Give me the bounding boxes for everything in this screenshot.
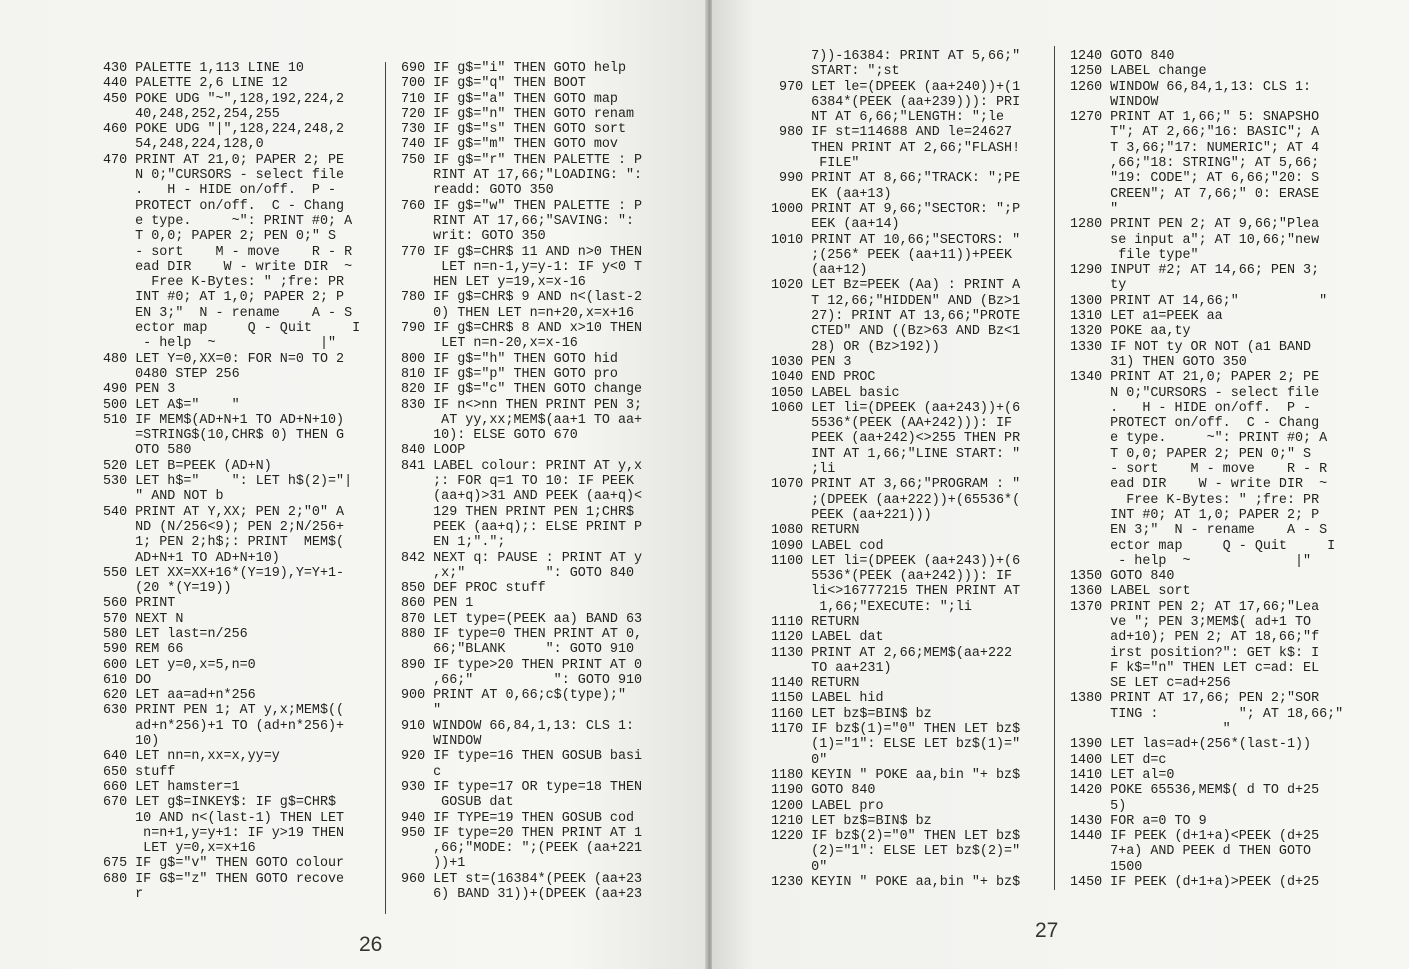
code-line: CTED" AND ((Bz>63 AND Bz<1 — [771, 324, 1021, 340]
code-line: PEEK (aa+221))) — [771, 507, 932, 523]
code-line: 6384*(PEEK (aa+239))): PRI — [771, 94, 1021, 110]
page-number: 26 — [359, 933, 383, 956]
code-line: 650 stuff — [103, 764, 176, 780]
code-line: 970 LET le=(DPEEK (aa+240))+(1 — [771, 79, 1021, 95]
code-line: 690 IF g$="i" THEN GOTO help — [401, 61, 626, 76]
code-line: 10) — [103, 734, 160, 750]
code-line: 1120 LABEL dat — [771, 630, 884, 646]
code-line: GOSUB dat — [401, 795, 514, 811]
code-line: PEEK (aa+q);: ELSE PRINT P — [401, 519, 643, 535]
code-line: (20 *(Y=19)) — [103, 581, 232, 597]
code-line: 460 POKE UDG "|",128,224,248,2 — [103, 122, 345, 138]
code-line: T 3,66;"17: NUMERIC"; AT 4 — [1070, 140, 1320, 156]
code-line: 600 LET y=0,x=5,n=0 — [103, 657, 256, 673]
code-line: 590 REM 66 — [103, 642, 184, 658]
code-line: TO aa+231) — [771, 660, 892, 676]
code-line: 510 IF MEM$(AD+N+1 TO AD+N+10) — [103, 412, 345, 428]
code-line: LET y=0,x=x+16 — [103, 841, 256, 857]
code-line: INT #0; AT 1,0; PAPER 2; P — [1070, 507, 1320, 523]
right-page-code-column-1 — [771, 49, 1020, 890]
code-line: 1270 PRINT AT 1,66;" 5: SNAPSHO — [1070, 110, 1320, 126]
code-line: 1500 — [1070, 859, 1143, 875]
code-line: 680 IF G$="z" THEN GOTO recove — [103, 871, 345, 887]
left-page-code-column-2 — [401, 61, 642, 902]
code-line: 1150 LABEL hid — [771, 691, 884, 707]
code-line: 790 IF g$=CHR$ 8 AND x>10 THEN — [401, 321, 643, 337]
column-divider — [1054, 46, 1055, 890]
code-line: INT AT 1,66;"LINE START: " — [771, 446, 1021, 462]
code-line: 810 IF g$="p" THEN GOTO pro — [401, 366, 618, 382]
code-line: 54,248,224,128,0 — [103, 137, 264, 153]
code-line: 1090 LABEL cod — [771, 538, 884, 554]
code-line: CREEN"; AT 7,66;" 0: ERASE — [1070, 186, 1320, 202]
code-line: 620 LET aa=ad+n*256 — [103, 688, 256, 704]
code-line: 990 PRINT AT 8,66;"TRACK: ";PE — [771, 171, 1021, 187]
code-line: 6) BAND 31))+(DPEEK (aa+23 — [401, 887, 643, 903]
code-line: 940 IF TYPE=19 THEN GOSUB cod — [401, 810, 635, 826]
code-line: 0480 STEP 256 — [103, 366, 240, 382]
code-line: 1440 IF PEEK (d+1+a)<PEEK (d+25 — [1070, 829, 1320, 845]
code-line: 540 PRINT AT Y,XX; PEN 2;"0" A — [103, 504, 345, 520]
code-line: ;(DPEEK (aa+222))+(65536*( — [771, 492, 1021, 508]
code-line: ve "; PEN 3;MEM$( ad+1 TO — [1070, 614, 1312, 630]
code-line: 1,66;"EXECUTE: ";li — [771, 599, 972, 615]
code-line: 560 PRINT — [103, 596, 176, 612]
code-line: AT yy,xx;MEM$(aa+1 TO aa+ — [401, 412, 643, 428]
code-line: 0" — [771, 752, 828, 768]
code-line: 580 LET last=n/256 — [103, 626, 248, 642]
code-line: EN 3;" N - rename A - S — [1070, 523, 1328, 539]
code-line: 870 LET type=(PEEK aa) BAND 63 — [401, 611, 643, 627]
code-line: e type. ~": PRINT #0; A — [103, 213, 353, 229]
code-line: ty — [1070, 278, 1127, 294]
code-line: 841 LABEL colour: PRINT AT y,x — [401, 458, 643, 474]
code-line: FILE" — [771, 156, 860, 172]
code-line: LET n=n-20,x=x-16 — [401, 336, 578, 352]
page-number: 27 — [1035, 919, 1059, 942]
code-line: (aa+q)>31 AND PEEK (aa+q)< — [401, 489, 643, 505]
code-line: 10 AND n<(last-1) THEN LET — [103, 810, 345, 826]
code-line: WINDOW — [1070, 94, 1159, 110]
code-line: 1170 IF bz$(1)="0" THEN LET bz$ — [771, 722, 1021, 738]
code-line: 1400 LET d=c — [1070, 752, 1167, 768]
code-line: WINDOW — [401, 734, 482, 750]
code-line: 5536*(PEEK (AA+242))): IF — [771, 416, 1013, 432]
left-page-code-column-1 — [103, 61, 360, 902]
code-line: 800 IF g$="h" THEN GOTO hid — [401, 351, 618, 367]
code-line: 1300 PRINT AT 14,66;" " — [1070, 293, 1328, 309]
code-line: " — [401, 703, 442, 719]
code-line: readd: GOTO 350 — [401, 183, 554, 199]
code-line: Free K-Bytes: " ;fre: PR — [103, 275, 345, 291]
code-line: T"; AT 2,66;"16: BASIC"; A — [1070, 125, 1320, 141]
code-line: se input a"; AT 10,66;"new — [1070, 232, 1320, 248]
code-line: 770 IF g$=CHR$ 11 AND n>0 THEN — [401, 244, 643, 260]
code-line: N 0;"CURSORS - select file — [103, 168, 345, 184]
code-line: 1340 PRINT AT 21,0; PAPER 2; PE — [1070, 370, 1320, 386]
code-line: 1210 LET bz$=BIN$ bz — [771, 813, 932, 829]
column-divider — [385, 62, 386, 914]
code-line: SE LET c=ad+256 — [1070, 676, 1231, 692]
code-line: " — [1070, 722, 1231, 738]
code-line: 500 LET A$=" " — [103, 397, 240, 413]
code-line: 640 LET nn=n,xx=x,yy=y — [103, 749, 280, 765]
code-line: 840 LOOP — [401, 443, 466, 459]
code-line: OTO 580 — [103, 443, 192, 459]
code-line: ,66;"MODE: ";(PEEK (aa+221 — [401, 841, 643, 857]
code-line: " AND NOT b — [103, 489, 224, 505]
code-line: ;(256* PEEK (aa+11))+PEEK — [771, 247, 1013, 263]
code-line: F k$="n" THEN LET c=ad: EL — [1070, 660, 1320, 676]
code-line: 675 IF g$="v" THEN GOTO colour — [103, 856, 345, 872]
code-line: 1230 KEYIN " POKE aa,bin "+ bz$ — [771, 875, 1021, 891]
code-line: 900 PRINT AT 0,66;c$(type);" — [401, 688, 626, 704]
code-line: ead DIR W - write DIR ~ — [103, 259, 353, 275]
code-line: "19: CODE"; AT 6,66;"20: S — [1070, 171, 1320, 187]
code-line: 1280 PRINT PEN 2; AT 9,66;"Plea — [1070, 217, 1320, 233]
code-line: T 0,0; PAPER 2; PEN 0;" S — [103, 229, 337, 245]
code-line: 1190 GOTO 840 — [771, 783, 876, 799]
code-line: li<>16777215 THEN PRINT AT — [771, 584, 1021, 600]
code-line: ,x;" ": GOTO 840 — [401, 565, 635, 581]
code-line: 1160 LET bz$=BIN$ bz — [771, 706, 932, 722]
code-line: AD+N+1 TO AD+N+10) — [103, 550, 280, 566]
code-line: file type" — [1070, 247, 1199, 263]
code-line: 950 IF type=20 THEN PRINT AT 1 — [401, 825, 643, 841]
code-line: 1; PEN 2;h$;: PRINT MEM$( — [103, 535, 345, 551]
code-line: 820 IF g$="c" THEN GOTO change — [401, 382, 643, 398]
code-line: . H - HIDE on/off. P - — [1070, 400, 1312, 416]
code-line: 129 THEN PRINT PEN 1;CHR$ — [401, 504, 635, 520]
code-line: 1310 LET a1=PEEK aa — [1070, 309, 1223, 325]
code-line: 480 LET Y=0,XX=0: FOR N=0 TO 2 — [103, 351, 345, 367]
code-line: ector map Q - Quit I — [1070, 538, 1336, 554]
code-line: 1360 LABEL sort — [1070, 584, 1191, 600]
code-line: ,66;"18: STRING"; AT 5,66; — [1070, 156, 1320, 172]
code-line: 1130 PRINT AT 2,66;MEM$(aa+222 — [771, 645, 1013, 661]
code-line: LET n=n-1,y=y-1: IF y<0 T — [401, 259, 643, 275]
code-line: T 12,66;"HIDDEN" AND (Bz>1 — [771, 293, 1021, 309]
code-line: 66;"BLANK ": GOTO 910 — [401, 642, 635, 658]
code-line: EK (aa+13) — [771, 186, 892, 202]
code-line: 740 IF g$="m" THEN GOTO mov — [401, 137, 618, 153]
code-line: r — [103, 887, 144, 903]
code-line: 440 PALETTE 2,6 LINE 12 — [103, 76, 288, 92]
code-line: 670 LET g$=INKEY$: IF g$=CHR$ — [103, 795, 337, 811]
code-line: 28) OR (Bz>192)) — [771, 339, 940, 355]
code-line: NT AT 6,66;"LENGTH: ";le — [771, 110, 1005, 126]
code-line: 930 IF type=17 OR type=18 THEN — [401, 779, 643, 795]
code-line: 1240 GOTO 840 — [1070, 49, 1175, 64]
code-line: " — [1070, 201, 1119, 217]
code-line: 1070 PRINT AT 3,66;"PROGRAM : " — [771, 477, 1021, 493]
code-line: HEN LET y=19,x=x-16 — [401, 275, 586, 291]
code-line: 920 IF type=16 THEN GOSUB basi — [401, 749, 643, 765]
code-line: 1260 WINDOW 66,84,1,13: CLS 1: — [1070, 79, 1312, 95]
code-line: 1350 GOTO 840 — [1070, 569, 1175, 585]
code-line: 1020 LET Bz=PEEK (Aa) : PRINT A — [771, 278, 1021, 294]
code-line: 1000 PRINT AT 9,66;"SECTOR: ";P — [771, 201, 1021, 217]
code-line: ad+n*256)+1 TO (ad+n*256)+ — [103, 718, 345, 734]
code-line: 1390 LET las=ad+(256*(last-1)) — [1070, 737, 1312, 753]
code-line: 780 IF g$=CHR$ 9 AND n<(last-2 — [401, 290, 643, 306]
right-page — [712, 0, 1409, 969]
code-line: - sort M - move R - R — [103, 244, 353, 260]
code-line: START: ";st — [771, 64, 900, 80]
code-line: 960 LET st=(16384*(PEEK (aa+23 — [401, 871, 643, 887]
code-line: 1100 LET li=(DPEEK (aa+243))+(6 — [771, 553, 1021, 569]
code-line: ND (N/256<9); PEN 2;N/256+ — [103, 519, 345, 535]
code-line: ,66;" ": GOTO 910 — [401, 672, 643, 688]
code-line: 5536*(PEEK (aa+242))): IF — [771, 569, 1013, 585]
code-line: 27): PRINT AT 13,66;"PROTE — [771, 309, 1021, 325]
code-line: INT #0; AT 1,0; PAPER 2; P — [103, 290, 345, 306]
code-line: 450 POKE UDG "~",128,192,224,2 — [103, 91, 345, 107]
code-line: 730 IF g$="s" THEN GOTO sort — [401, 122, 626, 138]
code-line: 1250 LABEL change — [1070, 64, 1207, 80]
code-line: 1060 LET li=(DPEEK (aa+243))+(6 — [771, 400, 1021, 416]
right-page-code-column-2 — [1070, 49, 1343, 890]
code-line: 1450 IF PEEK (d+1+a)>PEEK (d+25 — [1070, 875, 1320, 891]
code-line: N 0;"CURSORS - select file — [1070, 385, 1320, 401]
code-line: 842 NEXT q: PAUSE : PRINT AT y — [401, 550, 643, 566]
code-line: 40,248,252,254,255 — [103, 106, 280, 122]
code-line: - help ~ |" — [1070, 553, 1312, 569]
code-line: 530 LET h$=" ": LET h$(2)="| — [103, 474, 353, 490]
code-line: ;: FOR q=1 TO 10: IF PEEK — [401, 474, 635, 490]
code-line: RINT AT 17,66;"SAVING: ": — [401, 213, 635, 229]
code-line: 1040 END PROC — [771, 370, 876, 386]
code-line: ;li — [771, 462, 836, 478]
code-line: 1180 KEYIN " POKE aa,bin "+ bz$ — [771, 767, 1021, 783]
code-line: 1320 POKE aa,ty — [1070, 324, 1191, 340]
code-line: PROTECT on/off. C - Chang — [103, 198, 345, 214]
code-line: writ: GOTO 350 — [401, 229, 546, 245]
code-line: THEN PRINT AT 2,66;"FLASH! — [771, 140, 1021, 156]
code-line: 550 LET XX=XX+16*(Y=19),Y=Y+1- — [103, 565, 345, 581]
code-line: 880 IF type=0 THEN PRINT AT 0, — [401, 626, 643, 642]
code-line: ead DIR W - write DIR ~ — [1070, 477, 1328, 493]
code-line: T 0,0; PAPER 2; PEN 0;" S — [1070, 446, 1312, 462]
code-line: e type. ~": PRINT #0; A — [1070, 431, 1328, 447]
code-line: 7))-16384: PRINT AT 5,66;" — [771, 49, 1021, 64]
code-line: 850 DEF PROC stuff — [401, 581, 546, 597]
code-line: 1050 LABEL basic — [771, 385, 900, 401]
code-line: ad+10); PEN 2; AT 18,66;"f — [1070, 630, 1320, 646]
code-line: 630 PRINT PEN 1; AT y,x;MEM$(( — [103, 703, 345, 719]
code-line: TING : "; AT 18,66;" — [1070, 706, 1344, 722]
code-line: 1380 PRINT AT 17,66; PEN 2;"SOR — [1070, 691, 1320, 707]
code-line: 1030 PEN 3 — [771, 354, 852, 370]
code-line: 750 IF g$="r" THEN PALETTE : P — [401, 152, 643, 168]
code-line: 890 IF type>20 THEN PRINT AT 0 — [401, 657, 643, 673]
code-line: irst position?": GET k$: I — [1070, 645, 1320, 661]
code-line: ))+1 — [401, 856, 466, 872]
code-line: EN 3;" N - rename A - S — [103, 305, 353, 321]
code-line: 700 IF g$="q" THEN BOOT — [401, 76, 586, 92]
code-line: 1430 FOR a=0 TO 9 — [1070, 813, 1207, 829]
code-line: 1010 PRINT AT 10,66;"SECTORS: " — [771, 232, 1021, 248]
code-line: c — [401, 764, 442, 780]
code-line: 610 DO — [103, 672, 152, 688]
code-line: 1420 POKE 65536,MEM$( d TO d+25 — [1070, 783, 1320, 799]
code-line: 520 LET B=PEEK (AD+N) — [103, 458, 272, 474]
code-line: - sort M - move R - R — [1070, 462, 1328, 478]
code-line: 1200 LABEL pro — [771, 798, 884, 814]
code-line: 470 PRINT AT 21,0; PAPER 2; PE — [103, 152, 345, 168]
code-line: 10): ELSE GOTO 670 — [401, 428, 578, 444]
code-line: (2)="1": ELSE LET bz$(2)=" — [771, 844, 1021, 860]
code-line: 5) — [1070, 798, 1127, 814]
code-line: PROTECT on/off. C - Chang — [1070, 416, 1320, 432]
code-line: PEEK (aa+242)<>255 THEN PR — [771, 431, 1021, 447]
code-line: 710 IF g$="a" THEN GOTO map — [401, 91, 618, 107]
code-line: 490 PEN 3 — [103, 382, 176, 398]
code-line: EN 1;"."; — [401, 535, 506, 551]
code-line: 980 IF st=114688 AND le=24627 — [771, 125, 1013, 141]
code-line: 1410 LET al=0 — [1070, 767, 1175, 783]
code-line: EEK (aa+14) — [771, 217, 900, 233]
code-line: 1330 IF NOT ty OR NOT (a1 BAND — [1070, 339, 1312, 355]
code-line: 860 PEN 1 — [401, 596, 474, 612]
code-line: Free K-Bytes: " ;fre: PR — [1070, 492, 1320, 508]
code-line: 1080 RETURN — [771, 523, 860, 539]
code-line: RINT AT 17,66;"LOADING: ": — [401, 168, 643, 184]
code-line: 660 LET hamster=1 — [103, 779, 240, 795]
code-line: 1290 INPUT #2; AT 14,66; PEN 3; — [1070, 263, 1320, 279]
code-line: - help ~ |" — [103, 336, 337, 352]
code-line: 31) THEN GOTO 350 — [1070, 354, 1247, 370]
code-line: 1110 RETURN — [771, 614, 860, 630]
code-line: 1370 PRINT PEN 2; AT 17,66;"Lea — [1070, 599, 1320, 615]
code-line: 0) THEN LET n=n+20,x=x+16 — [401, 305, 635, 321]
code-line: 430 PALETTE 1,113 LINE 10 — [103, 61, 304, 76]
code-line: . H - HIDE on/off. P - — [103, 183, 337, 199]
code-line: 760 IF g$="w" THEN PALETTE : P — [401, 198, 643, 214]
code-line: 0" — [771, 859, 828, 875]
code-line: n=n+1,y=y+1: IF y>19 THEN — [103, 825, 345, 841]
code-line: 7+a) AND PEEK d THEN GOTO — [1070, 844, 1312, 860]
code-line: 830 IF n<>nn THEN PRINT PEN 3; — [401, 397, 643, 413]
code-line: (aa+12) — [771, 263, 868, 279]
code-line: 1140 RETURN — [771, 676, 860, 692]
code-line: =STRING$(10,CHR$ 0) THEN G — [103, 428, 345, 444]
code-line: 570 NEXT N — [103, 611, 184, 627]
code-line: 720 IF g$="n" THEN GOTO renam — [401, 106, 635, 122]
code-line: 910 WINDOW 66,84,1,13: CLS 1: — [401, 718, 635, 734]
code-line: 1220 IF bz$(2)="0" THEN LET bz$ — [771, 829, 1021, 845]
code-line: ector map Q - Quit I — [103, 321, 361, 337]
code-line: (1)="1": ELSE LET bz$(1)=" — [771, 737, 1021, 753]
